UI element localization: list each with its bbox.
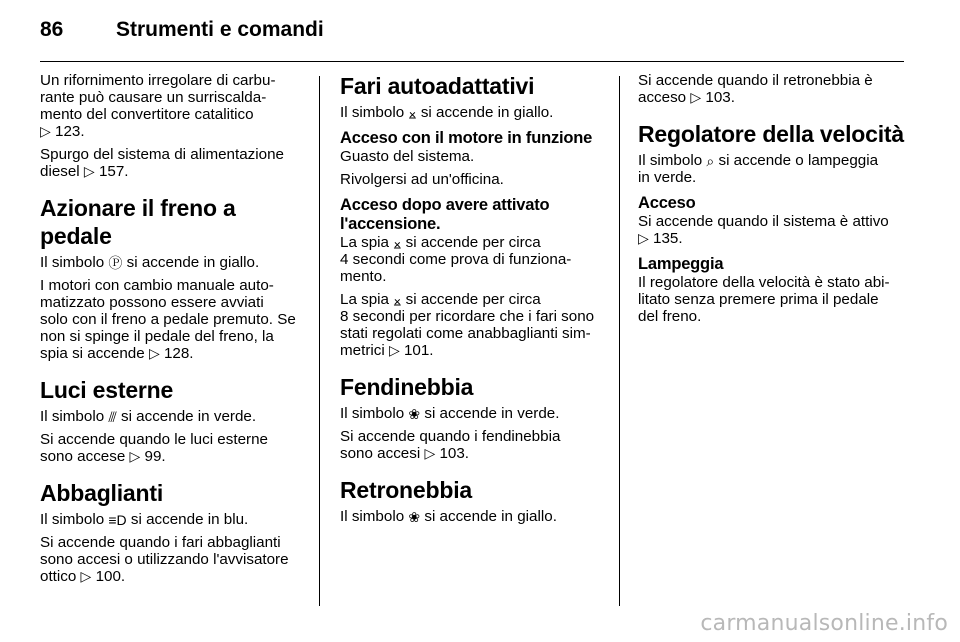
ref-arrow-icon: ▷ — [424, 445, 436, 461]
heading-exterior-lights: Luci esterne — [40, 377, 174, 403]
afl-symbol-line: Il simbolo ⨱ si accende in giallo. — [340, 104, 554, 121]
parking-brake-icon: Ⓟ — [108, 255, 123, 271]
heading-on: Acceso — [638, 194, 696, 212]
paragraph-rear-fog: Si accende quando il retronebbia è acceso ▷ 103. — [638, 72, 873, 106]
heading-after-ignition: Acceso dopo avere attivato l'accensione. — [340, 196, 550, 233]
page-reference[interactable]: 103. — [705, 89, 735, 106]
paragraph-system-fault: Guasto del sistema. — [340, 148, 475, 165]
rear-fog-symbol-line: Il simbolo ❀ si accende in giallo. — [340, 508, 557, 525]
paragraph-purge: Spurgo del sistema di alimentazione diesel ▷ 157. — [40, 146, 284, 180]
cruise-control-icon: ⌕ — [706, 153, 715, 169]
cruise-symbol-line: Il simbolo ⌕ si accende o lampeggia in verde. — [638, 152, 879, 186]
heading-engine-running: Acceso con il motore in funzione — [340, 129, 593, 147]
adaptive-headlights-icon: ⨱ — [393, 292, 402, 308]
ref-arrow-icon: ▷ — [388, 342, 400, 358]
page-reference[interactable]: 99. — [144, 448, 166, 465]
exterior-symbol-line: Il simbolo ⫻ si accende in verde. — [40, 408, 257, 425]
heading-brake: Azionare il freno a pedale — [40, 195, 236, 249]
ref-arrow-icon: ▷ — [80, 568, 92, 584]
paragraph-fog: Si accende quando i fendinebbia sono accesi ▷ 103. — [340, 428, 561, 462]
heading-blink: Lampeggia — [638, 255, 724, 273]
heading-cruise-control: Regolatore della velocità — [638, 121, 904, 147]
paragraph-ignition-8s: La spia ⨱ si accende per circa 8 secondi per ricordare che i fari sono stati regolati come anabbaglianti sim- metrici ▷ 101. — [340, 291, 595, 359]
paragraph-refuel: Un rifornimento irregolare di carbu- rante può causare un surriscalda- mento del convertitore catalitico ▷ 123. — [40, 72, 276, 140]
column-middle — [340, 72, 606, 531]
page-title: Strumenti e comandi — [116, 18, 324, 41]
paragraph-high-beam: Si accende quando i fari abbaglianti sono accesi o utilizzando l'avvisatore ottico ▷ 100. — [40, 534, 289, 585]
front-fog-icon: ❀ — [408, 406, 421, 422]
column-left — [40, 72, 306, 591]
column-divider — [619, 76, 620, 606]
adaptive-headlights-icon: ⨱ — [393, 235, 402, 251]
page-reference[interactable]: 157. — [98, 163, 129, 180]
ref-arrow-icon: ▷ — [129, 448, 141, 464]
paragraph-workshop: Rivolgersi ad un'officina. — [340, 171, 504, 188]
page-reference[interactable]: 103. — [439, 445, 470, 462]
adaptive-headlights-icon: ⨱ — [408, 105, 417, 121]
paragraph-blink: Il regolatore della velocità è stato abi- litato senza premere prima il pedale del freno. — [638, 274, 890, 325]
ref-arrow-icon: ▷ — [148, 345, 160, 361]
paragraph-brake: I motori con cambio manuale auto- matizzato possono essere avviati solo con il freno a pedale premuto. Se non si spinge il pedale del freno, la spia si accende ▷ 128. — [40, 277, 296, 362]
page-reference[interactable]: 135. — [653, 230, 683, 247]
exterior-lights-icon: ⫻ — [108, 409, 117, 425]
page-number: 86 — [40, 18, 64, 41]
paragraph-exterior: Si accende quando le luci esterne sono accese ▷ 99. — [40, 431, 268, 465]
page-reference[interactable]: 128. — [163, 345, 194, 362]
heading-high-beam: Abbaglianti — [40, 480, 164, 506]
brake-symbol-line: Il simbolo Ⓟ si accende in giallo. — [40, 254, 260, 271]
paragraph-on: Si accende quando il sistema è attivo ▷ 135. — [638, 213, 889, 247]
ref-arrow-icon: ▷ — [690, 89, 702, 105]
heading-adaptive-headlights: Fari autoadattativi — [340, 73, 535, 99]
rear-fog-icon: ❀ — [408, 509, 421, 525]
column-right — [638, 72, 904, 331]
ref-arrow-icon: ▷ — [638, 230, 649, 246]
fog-symbol-line: Il simbolo ❀ si accende in verde. — [340, 405, 560, 422]
high-beam-symbol-line: Il simbolo ≡D si accende in blu. — [40, 511, 249, 528]
heading-fog-lights: Fendinebbia — [340, 374, 474, 400]
page-reference[interactable]: 100. — [95, 568, 126, 585]
high-beam-icon: ≡D — [108, 512, 127, 528]
ref-arrow-icon: ▷ — [40, 123, 51, 139]
page-header — [40, 18, 324, 48]
paragraph-ignition-4s: La spia ⨱ si accende per circa 4 secondi come prova di funziona- mento. — [340, 234, 572, 285]
watermark: carmanualsonline.info — [700, 611, 948, 636]
page-reference[interactable]: 101. — [403, 342, 434, 359]
header-rule — [40, 61, 904, 62]
column-divider — [319, 76, 320, 606]
page-reference[interactable]: 123. — [55, 123, 85, 140]
heading-rear-fog: Retronebbia — [340, 477, 472, 503]
ref-arrow-icon: ▷ — [83, 163, 95, 179]
